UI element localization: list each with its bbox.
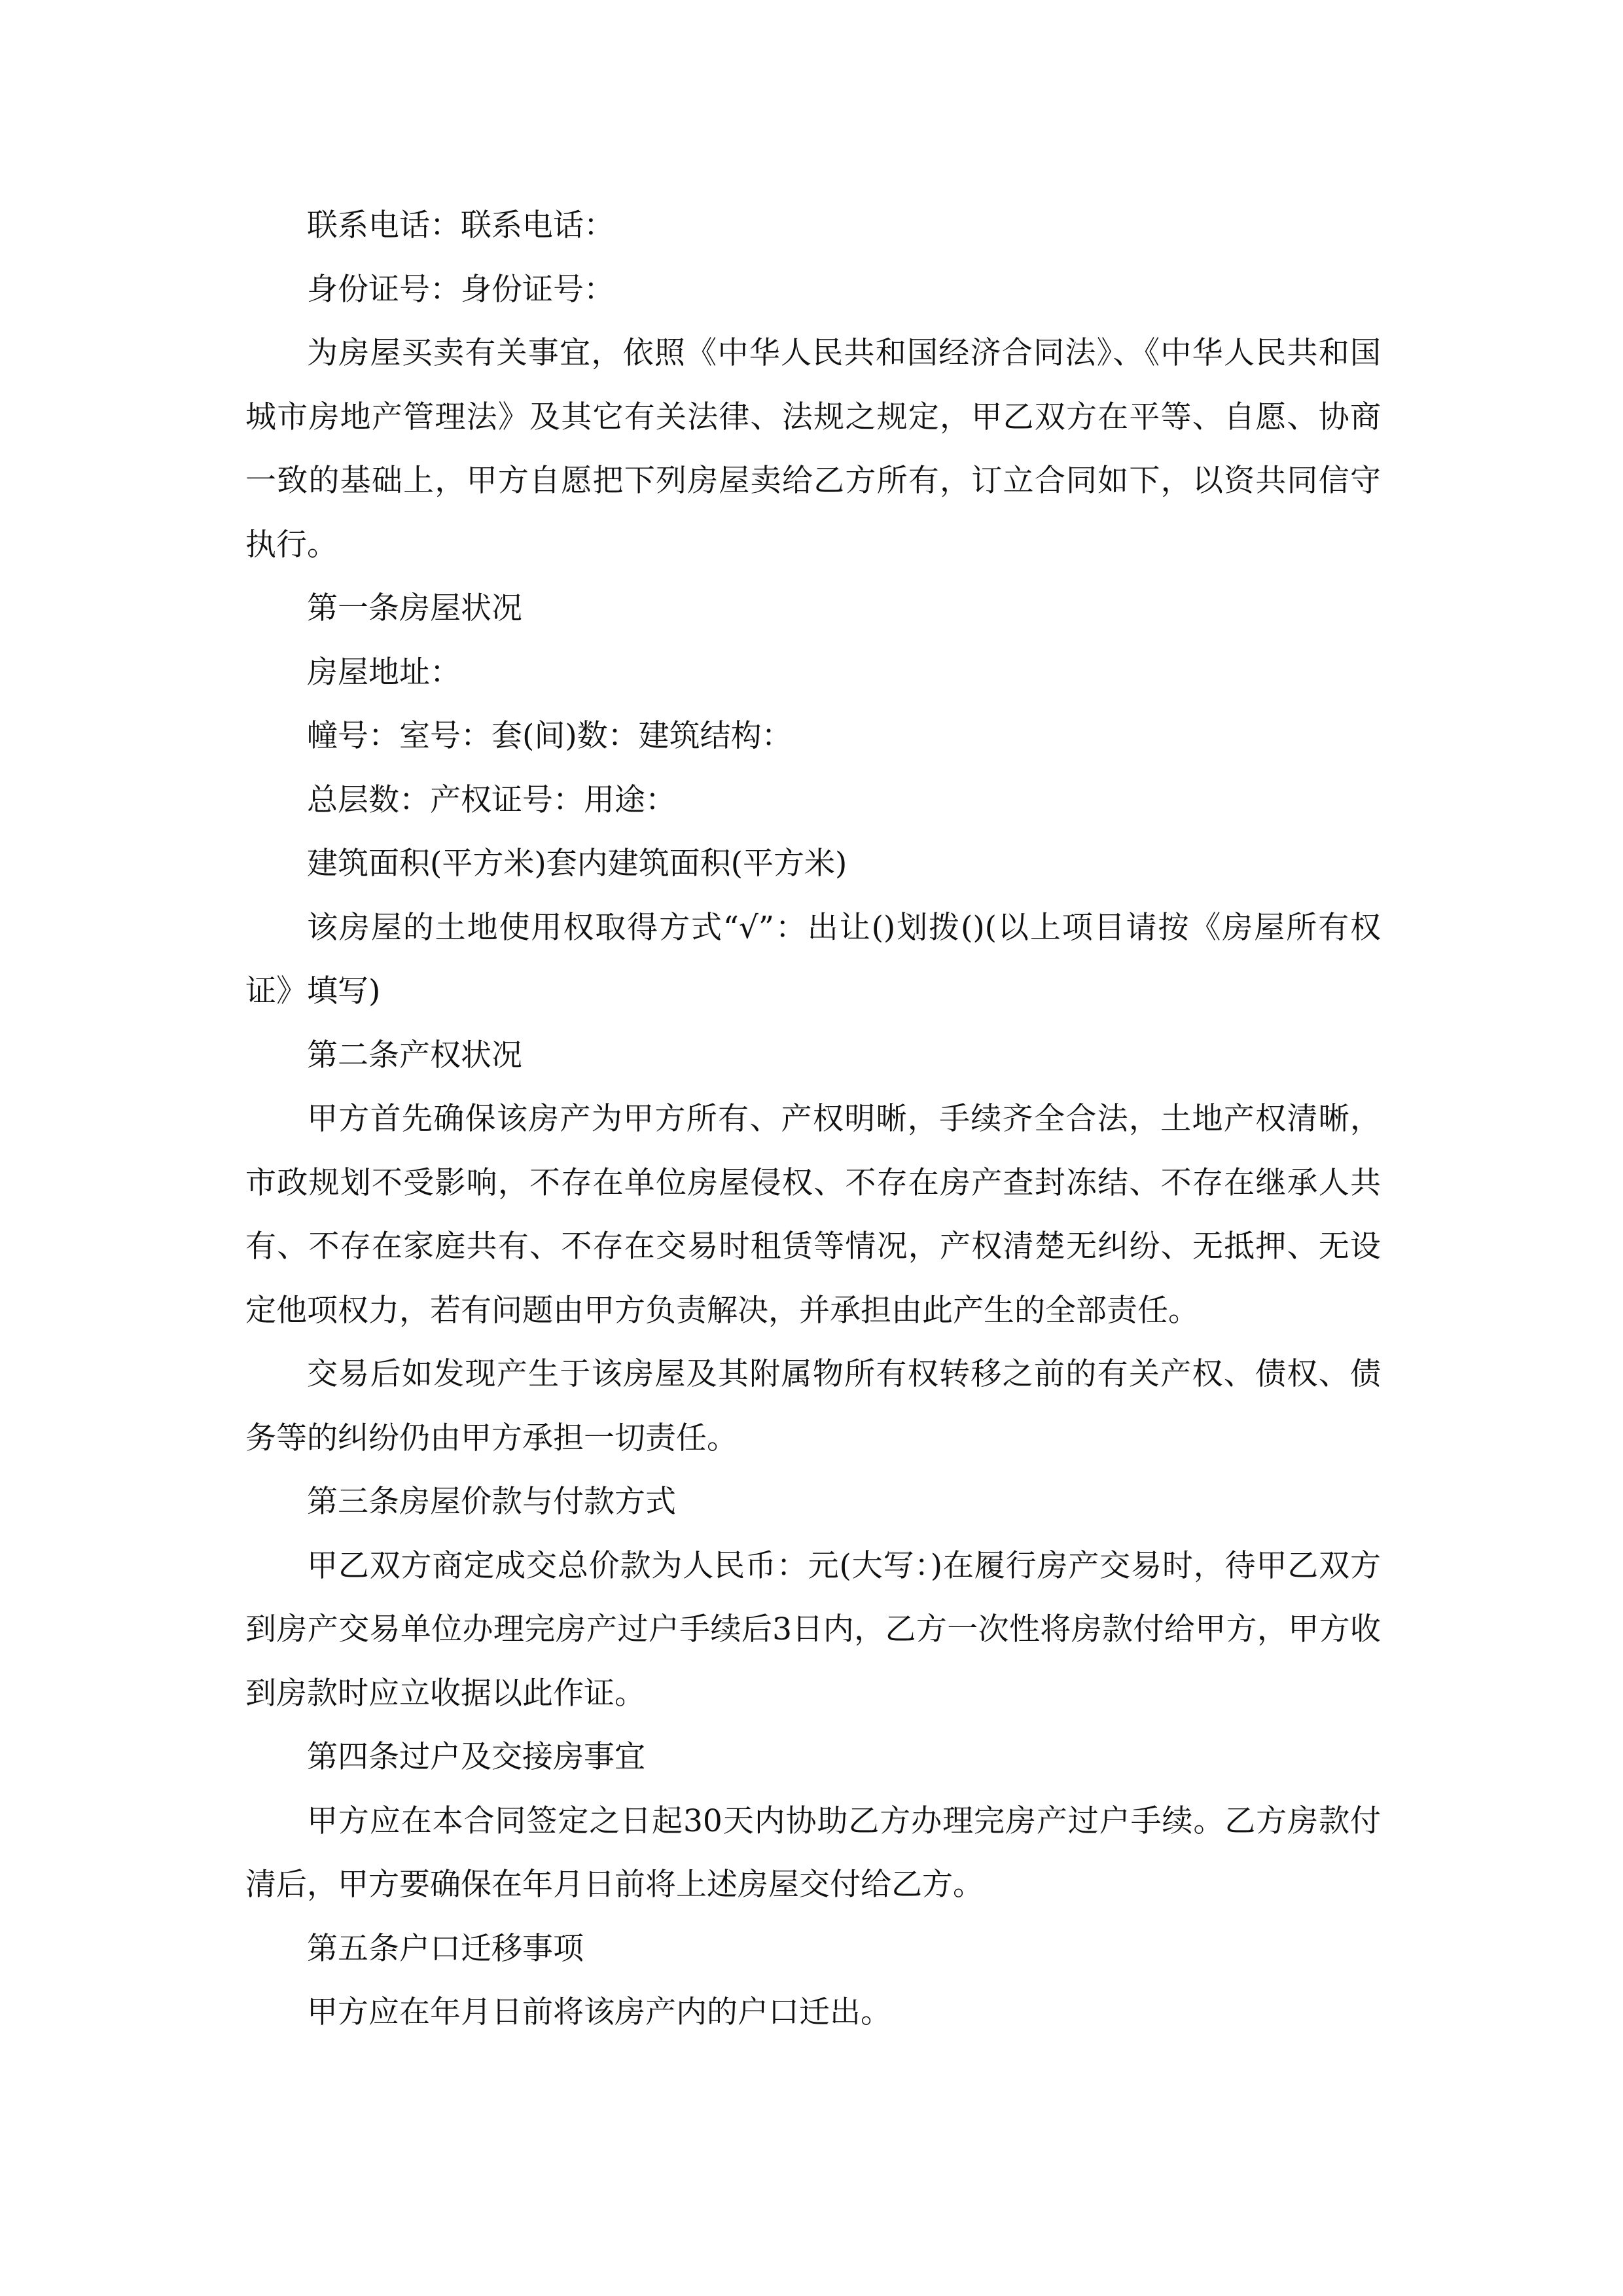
contract-body	[245, 194, 1381, 2045]
preamble-paragraph: 为房屋买卖有关事宜，依照《中华人民共和国经济合同法》、《中华人民共和国城市房地产管理法》及其它有关法律、法规之规定，甲乙双方在平等、自愿、协商一致的基础上，甲方自愿把下列房屋卖给乙方所有，订立合同如下，以资共同信守执行。	[245, 335, 1381, 563]
article-4-heading: 第四条过户及交接房事宜	[307, 1739, 645, 1775]
id-number-line: 身份证号：身份证号：	[307, 271, 615, 308]
household-registration-paragraph: 甲方应在年月日前将该房产内的户口迁出。	[307, 1994, 891, 2030]
floors-certificate-line: 总层数：产权证号：用途：	[307, 781, 676, 818]
house-address-line: 房屋地址：	[307, 654, 461, 691]
article-2-heading: 第二条产权状况	[307, 1037, 522, 1073]
building-details-line: 幢号：室号：套(间)数：建筑结构：	[307, 718, 793, 754]
floor-area-line: 建筑面积(平方米)套内建筑面积(平方米)	[307, 846, 847, 882]
contact-phone-line: 联系电话：联系电话：	[307, 207, 615, 243]
ownership-guarantee-paragraph: 甲方首先确保该房产为甲方所有、产权明晰，手续齐全合法，土地产权清晰，市政规划不受影响，不存在单位房屋侵权、不存在房产查封冻结、不存在继承人共有、不存在家庭共有、不存在交易时租赁等情况，产权清楚无纠纷、无抵押、无设定他项权力，若有问题由甲方负责解决，并承担由此产生的全部责任。	[245, 1101, 1381, 1329]
transfer-handover-paragraph: 甲方应在本合同签定之日起30天内协助乙方办理完房产过户手续。乙方房款付清后，甲方要确保在年月日前将上述房屋交付给乙方。	[245, 1803, 1381, 1903]
price-payment-paragraph: 甲乙双方商定成交总价款为人民币：元(大写：)在履行房产交易时，待甲乙双方到房产交易单位办理完房产过户手续后3日内，乙方一次性将房款付给甲方，甲方收到房款时应立收据以此作证。	[245, 1547, 1381, 1712]
article-5-heading: 第五条户口迁移事项	[307, 1930, 584, 1967]
land-use-right-paragraph: 该房屋的土地使用权取得方式“√”：出让()划拨()(以上项目请按《房屋所有权证》填写)	[245, 909, 1381, 1009]
article-3-heading: 第三条房屋价款与付款方式	[307, 1484, 676, 1520]
post-transaction-disputes-paragraph: 交易后如发现产生于该房屋及其附属物所有权转移之前的有关产权、债权、债务等的纠纷仍由甲方承担一切责任。	[245, 1356, 1381, 1456]
article-1-heading: 第一条房屋状况	[307, 590, 522, 626]
